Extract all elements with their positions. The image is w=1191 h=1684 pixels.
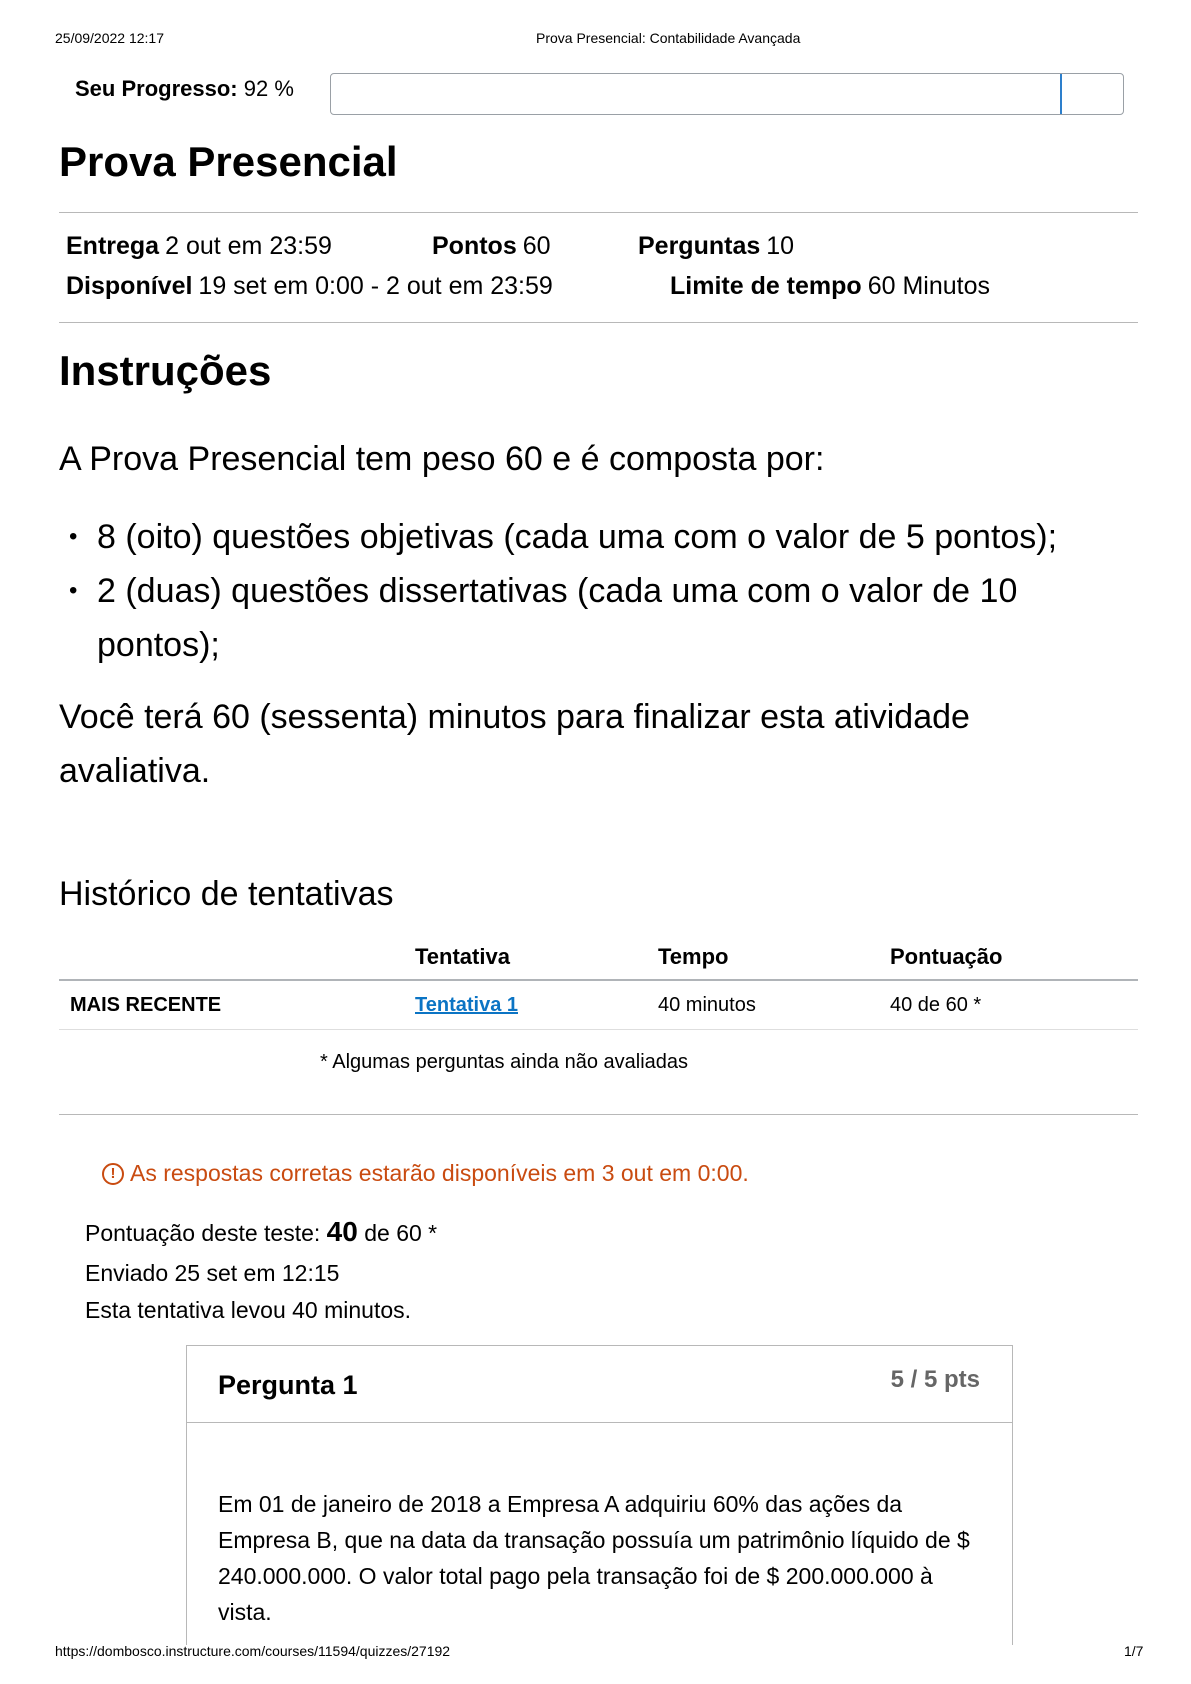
attempt-time: 40 minutos (658, 980, 890, 1030)
question-title: Pergunta 1 (218, 1370, 358, 1400)
instructions-title: Instruções (59, 347, 272, 394)
score-suffix: de 60 * (364, 1220, 438, 1246)
history-table (59, 935, 1138, 1030)
instructions-intro: A Prova Presencial tem peso 60 e é composta por: (59, 440, 825, 478)
answers-alert (102, 1160, 749, 1187)
meta-timelimit-value: 60 Minutos (867, 272, 990, 300)
list-item: • 2 (duas) questões dissertativas (cada uma com o valor de 10 pontos); (62, 564, 1122, 672)
table-header: Tentativa (415, 935, 658, 980)
meta-due-value: 2 out em 23:59 (165, 232, 332, 260)
progress-fill (331, 74, 1062, 114)
attempt-cell (415, 980, 658, 1030)
table-header-row (59, 935, 1138, 980)
question-text: Em 01 de janeiro de 2018 a Empresa A adquiriu 60% das ações da Empresa B, que na data da transação possuía um patrimônio líquido de $ 240.000.000. O valor total pago pela transação foi de $ 200.000.000 à vista. (218, 1491, 970, 1625)
print-title: Prova Presencial: Contabilidade Avançada (536, 30, 801, 46)
meta-due-label: Entrega (66, 232, 160, 260)
history-note: * Algumas perguntas ainda não avaliadas (320, 1051, 689, 1073)
instructions-closing: Você terá 60 (sessenta) minutos para finalizar esta atividade avaliativa. (59, 698, 970, 790)
instructions-list (62, 510, 1122, 672)
question-card (186, 1345, 1013, 1645)
question-points: 5 / 5 pts (890, 1366, 980, 1393)
submitted-time: Enviado 25 set em 12:15 (85, 1260, 340, 1286)
attempt-duration: Esta tentativa levou 40 minutos. (85, 1297, 412, 1323)
table-header: Tempo (658, 935, 890, 980)
meta-available (66, 272, 553, 301)
attempt-link[interactable]: Tentativa 1 (415, 993, 518, 1016)
meta-available-label: Disponível (66, 272, 193, 300)
print-page-number: 1/7 (1124, 1643, 1144, 1659)
meta-points (432, 232, 551, 261)
table-row (59, 980, 1138, 1030)
meta-timelimit (670, 272, 990, 301)
meta-questions-label: Perguntas (638, 232, 761, 260)
meta-questions-value: 10 (766, 232, 795, 260)
progress-value: 92 % (243, 76, 294, 101)
progress-label (75, 76, 294, 102)
warning-icon: ! (102, 1163, 124, 1185)
meta-points-value: 60 (522, 232, 551, 260)
meta-points-label: Pontos (432, 232, 517, 260)
attempt-label: MAIS RECENTE (59, 980, 415, 1030)
progress-label-text: Seu Progresso: (75, 76, 238, 101)
list-item: • 8 (oito) questões objetivas (cada uma com o valor de 5 pontos); (62, 510, 1122, 564)
question-header (187, 1346, 1012, 1423)
progress-bar (330, 73, 1124, 115)
quiz-score (85, 1216, 437, 1248)
meta-timelimit-label: Limite de tempo (670, 272, 862, 300)
table-header: Pontuação (890, 935, 1138, 980)
alert-text: As respostas corretas estarão disponíveis em 3 out em 0:00. (130, 1160, 749, 1186)
print-url: https://dombosco.instructure.com/courses/11594/quizzes/27192 (55, 1643, 451, 1659)
print-datetime: 25/09/2022 12:17 (55, 30, 164, 46)
meta-due (66, 232, 332, 261)
history-title: Histórico de tentativas (59, 875, 394, 913)
score-prefix: Pontuação deste teste: (85, 1220, 321, 1246)
page-title: Prova Presencial (59, 138, 398, 185)
meta-questions (638, 232, 794, 261)
meta-available-value: 19 set em 0:00 - 2 out em 23:59 (198, 272, 553, 300)
table-header (59, 935, 415, 980)
divider (59, 1114, 1138, 1115)
attempt-score: 40 de 60 * (890, 980, 1138, 1030)
divider (59, 322, 1138, 323)
divider (59, 212, 1138, 213)
score-value: 40 (326, 1216, 358, 1247)
